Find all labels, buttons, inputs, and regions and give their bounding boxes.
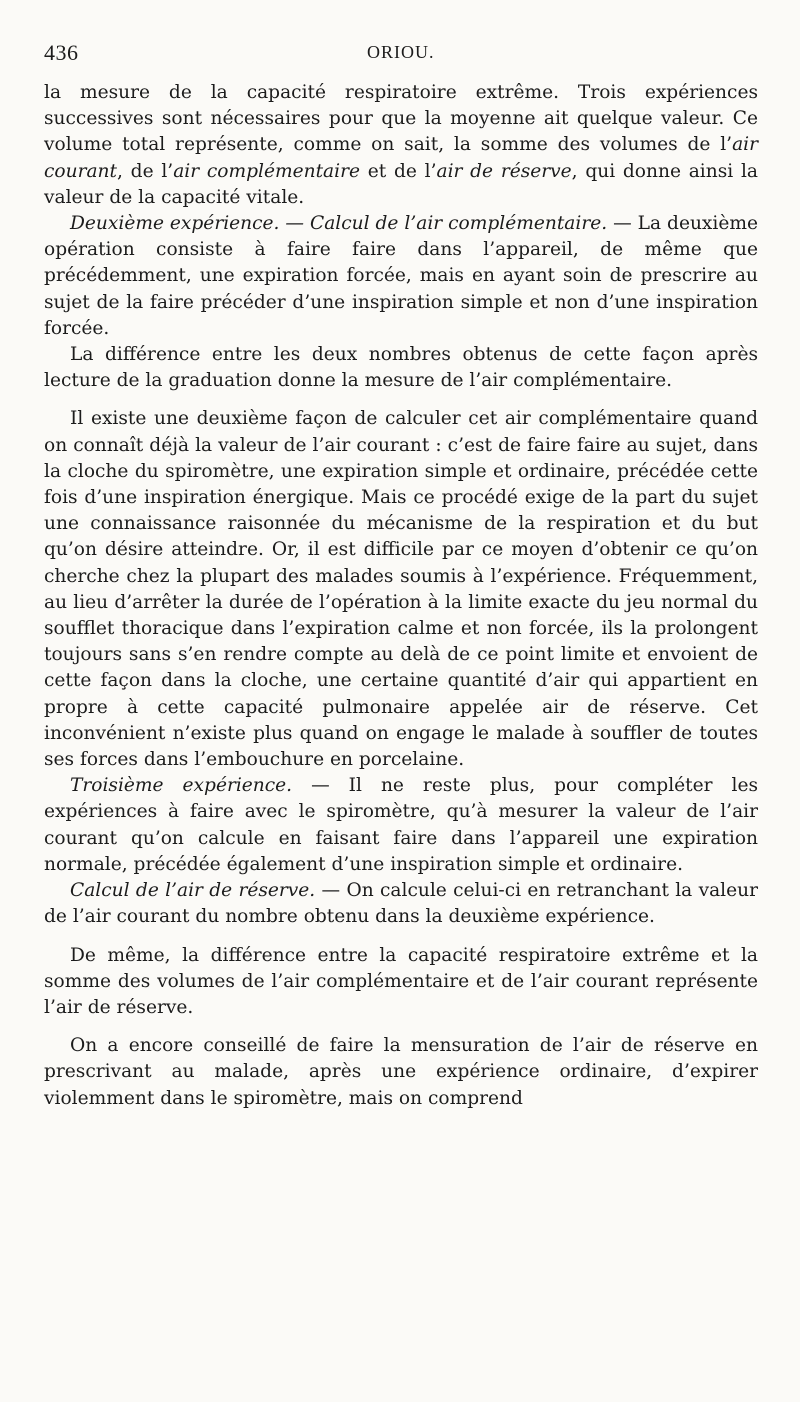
italic-text: air complémentaire xyxy=(173,160,360,182)
paragraph xyxy=(44,773,758,878)
text-run: On a encore conseillé de faire la mensuration de l’air de réserve en prescrivant au malade, après une expérience ordinaire, d’expirer violemment dans le spiromètre, mais on comprend xyxy=(44,1035,758,1109)
paragraph xyxy=(44,342,758,394)
paragraph xyxy=(44,1033,758,1112)
text-run: De même, la différence entre la capacité respiratoire extrême et la somme des volumes de l’air complémentaire et de l’air courant représente l’air de réserve. xyxy=(44,944,758,1018)
paragraph xyxy=(44,943,758,1022)
italic-text: Calcul de l’air de réserve. xyxy=(70,880,316,902)
paragraph xyxy=(44,406,758,773)
running-head xyxy=(44,40,758,80)
paragraph xyxy=(44,211,758,342)
italic-text: air de réserve xyxy=(436,160,572,182)
body-text xyxy=(44,80,758,1112)
text-run: et de l’ xyxy=(359,160,437,182)
paragraph xyxy=(44,80,758,211)
text-run: — On calcule celui-ci en retranchant la valeur de l’air courant du nombre obtenu dans la deuxième expérience. xyxy=(44,880,758,928)
text-run: — La deuxième opération consiste à faire faire dans l’appareil, de même que précédemment, une expiration forcée, mais en ayant soin de prescrire au sujet de la faire précéder d’une inspiration simple et non d’une inspiration forcée. xyxy=(44,213,758,339)
page-number: 436 xyxy=(44,40,79,65)
text-run: la mesure de la capacité respiratoire extrême. Trois expériences successives sont nécessaires pour que la moyenne ait quelque valeur. Ce volume total représente, comme on sait, la somme des volumes de l’ xyxy=(44,82,758,156)
running-title: ORIOU. xyxy=(367,42,435,62)
text-run: , qui donne ainsi la valeur de la capacité vitale. xyxy=(44,160,758,208)
italic-text: air courant xyxy=(44,134,758,182)
text-run: , de l’ xyxy=(117,160,174,182)
text-run: — Il ne reste plus, pour compléter les expériences à faire avec le spiromètre, qu’à mesurer la valeur de l’air courant qu’on calcule en faisant faire dans l’appareil une expiration normale, précédée également d’une inspiration simple et ordinaire. xyxy=(44,775,758,875)
italic-text: Troisième expérience. xyxy=(70,775,293,797)
text-run: La différence entre les deux nombres obtenus de cette façon après lecture de la graduation donne la mesure de l’air complémentaire. xyxy=(44,344,758,392)
text-run: Il existe une deuxième façon de calculer cet air complémentaire quand on connaît déjà la valeur de l’air courant : c’est de faire faire au sujet, dans la cloche du spiromètre, une expiration simple et ordinaire, précédée cette fois d’une inspiration énergique. Mais ce procédé exige de la part du sujet une connaissance raisonnée du mécanisme de la respiration et du but qu’on désire atteindre. Or, il est difficile par ce moyen d’obtenir ce qu’on cherche chez la plupart des malades soumis à l’expérience. Fréquemment, au lieu d’arrêter la durée de l’opération à la limite exacte du jeu normal du soufflet thoracique dans l’expiration calme et non forcée, ils la prolongent toujours sans s’en rendre compte au delà de ce point limite et envoient de cette façon dans la cloche, une certaine quantité d’air qui appartient en propre à cette capacité pulmonaire appelée air de réserve. Cet inconvénient n’existe plus quand on engage le malade à souffler de toutes ses forces dans l’embouchure en porcelaine. xyxy=(44,408,758,771)
italic-text: Deuxième expérience. — Calcul de l’air complémentaire. xyxy=(70,213,608,235)
paragraph xyxy=(44,878,758,930)
